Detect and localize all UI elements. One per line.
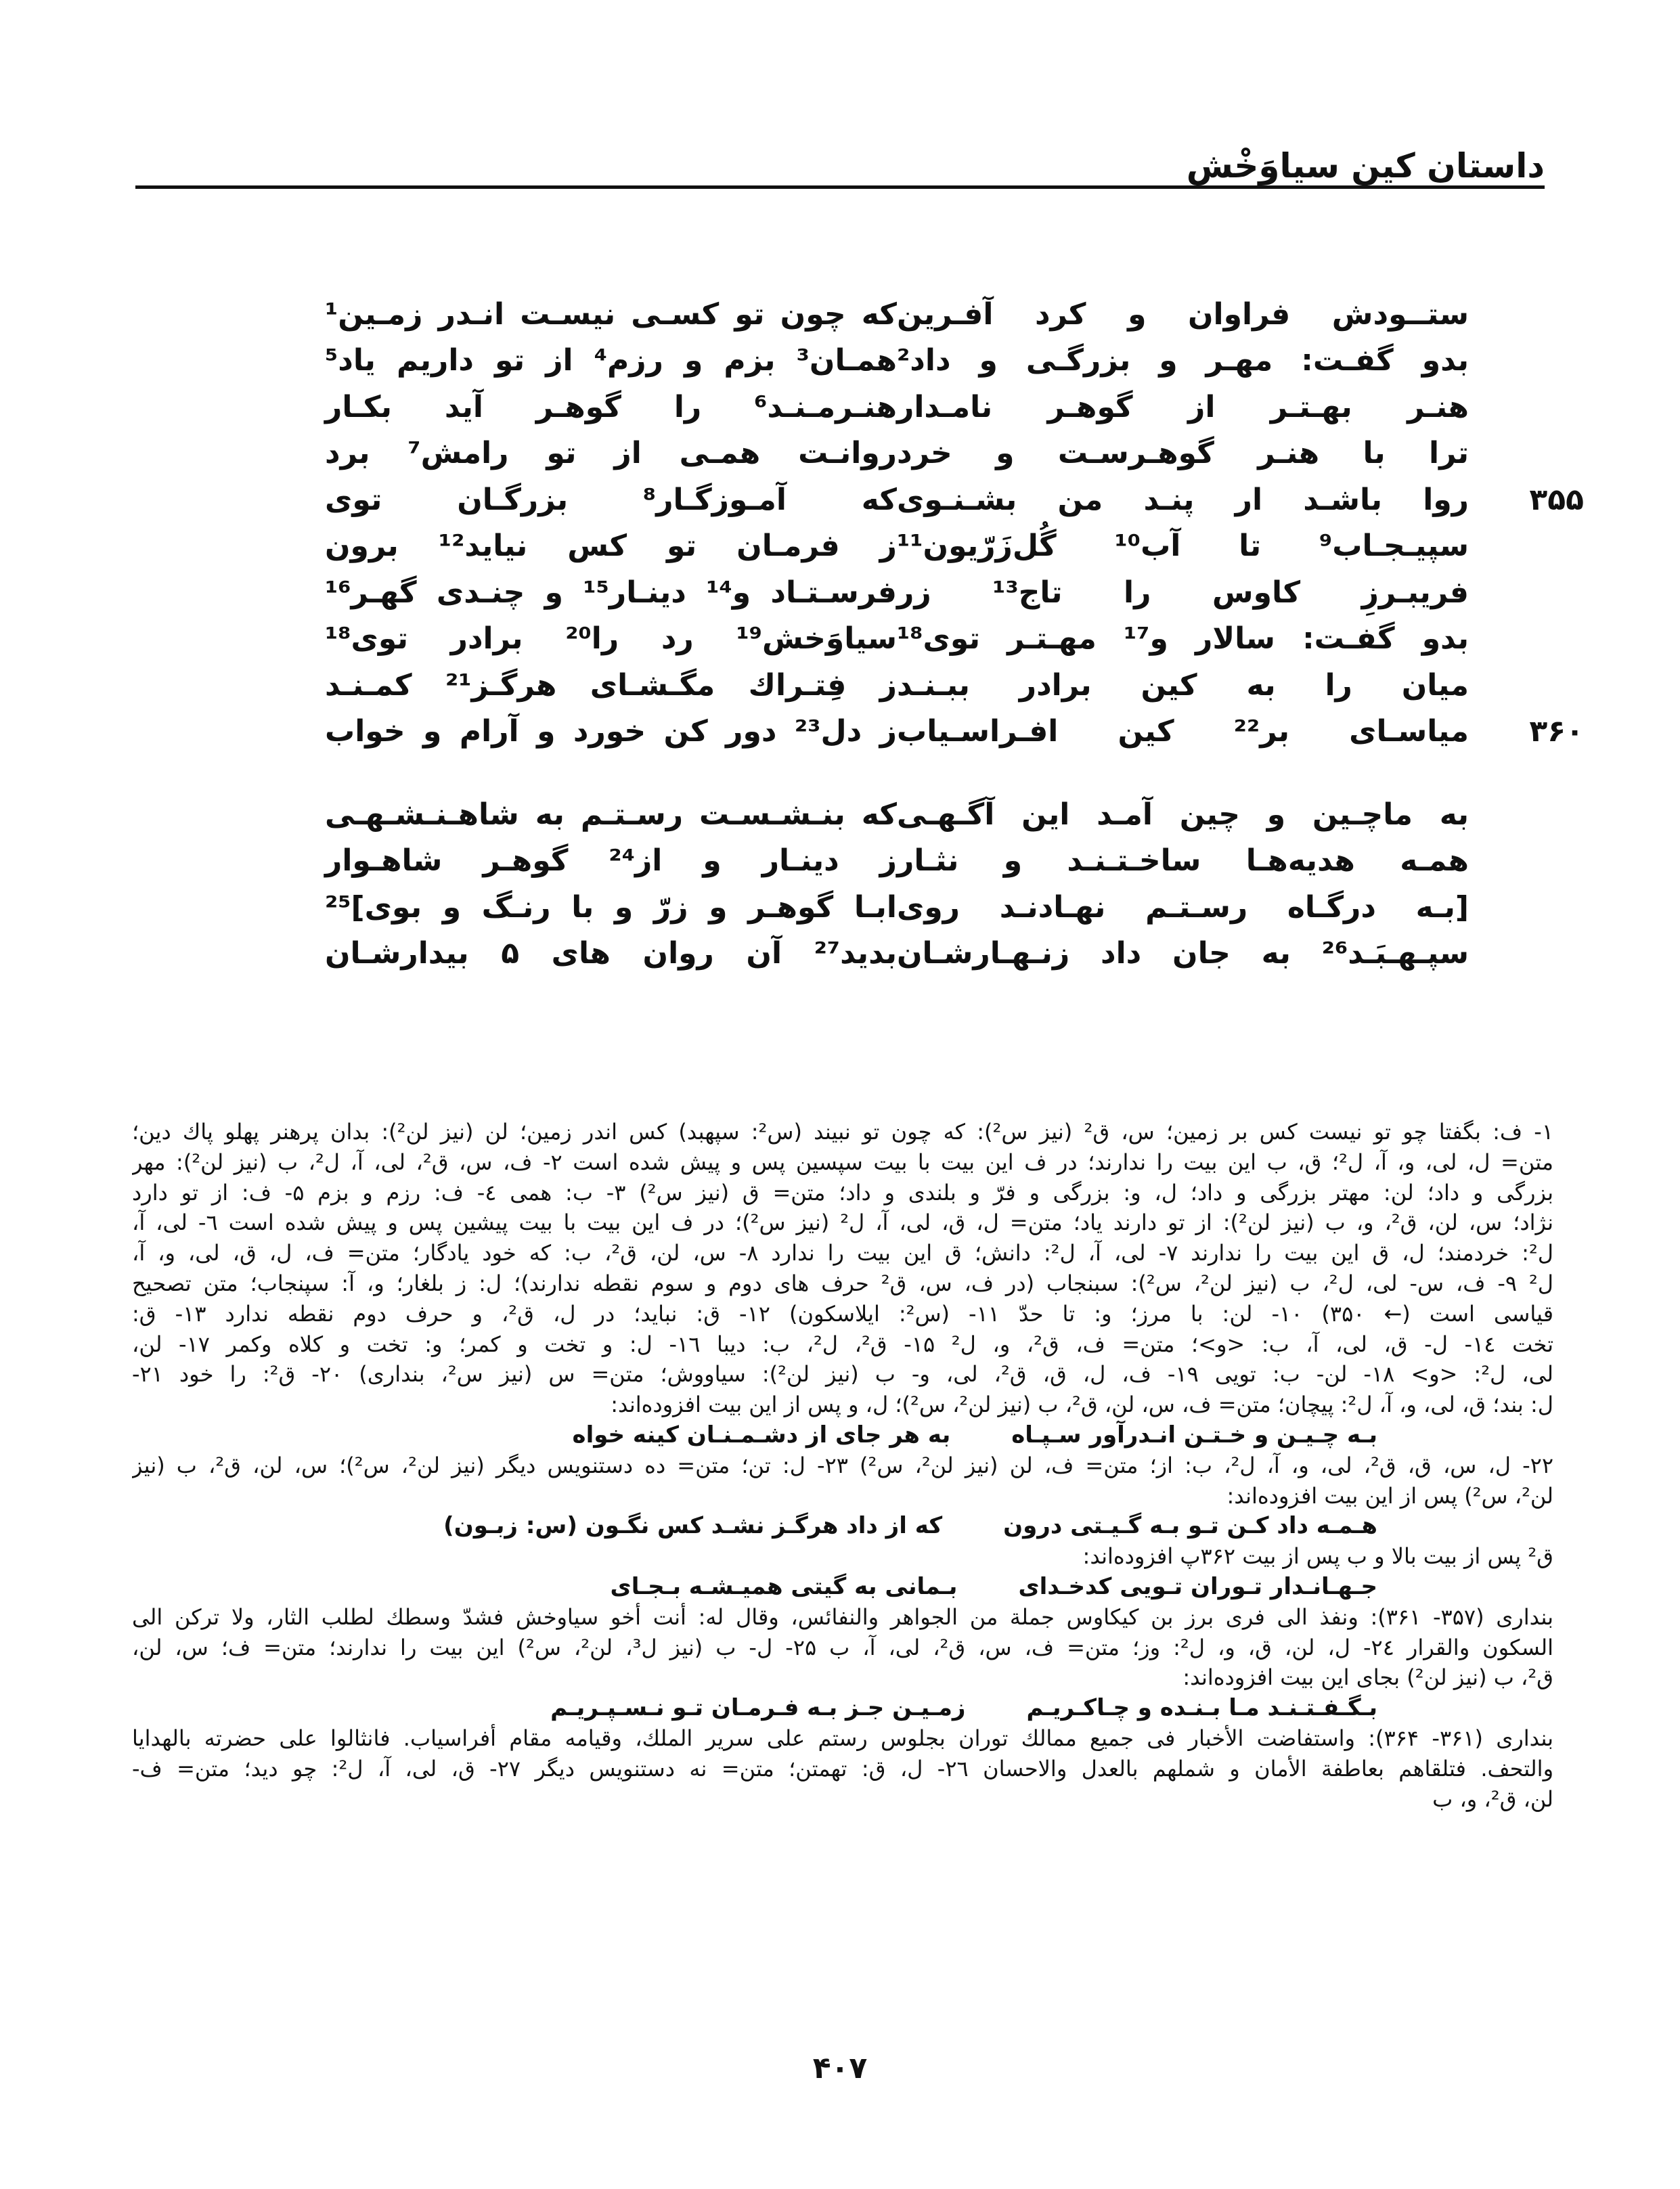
hemistich-first: هـمـه داد کـن تـو بـه گـیـتی درون (1003, 1512, 1377, 1540)
hemistich-second: بدید²⁷ آن روان های ۵ بیدارشـان (325, 936, 898, 971)
hemistich-first: هنـر بهـتـر از گوهـر نامـدار (897, 389, 1469, 424)
running-header (135, 135, 1545, 190)
footnote-line: ۲۲- ل، س، ق، ق²، لی، و، آ، ل²، ب: از؛ متن= ف، لن (نیز لن²، س²) ۲۳- ل: تن؛ متن= ده دستنویس دیگر (نیز لن²، س²)؛ س، لن، ق²، ب (نیز (132, 1452, 1553, 1478)
footnote-line: لن²، س²) پس از این بیت افزوده‌اند: (1226, 1482, 1553, 1509)
footnote-line: ق² پس از بیت بالا و ب پس از بیت ۳۶۲پ افزوده‌اند: (1082, 1543, 1553, 1570)
footnote-line: ل: بند؛ ق، لی، و، آ، ل²: پیچان؛ متن= ف، س، لن، ق²، ب (نیز لن²، س²)؛ ل، و پس از این بیت افزوده‌اند: (611, 1392, 1553, 1418)
hemistich-first: جـهـانـدار تـوران تـویی کدخـدای (1018, 1572, 1377, 1600)
footnote-added-verse (132, 1693, 1553, 1723)
verse-row (250, 291, 1469, 338)
hemistich-second: فرسـتـاد و¹⁴ دینـار¹⁵ و چنـدی گهـر¹⁶ (325, 575, 897, 610)
footnote-line: نژاد؛ س، لن، ق²، و، ب (نیز لن²): از تو دارند یاد؛ متن= ل، ق، لی، آ، ل² (نیز س²)؛ در ف این بیت با بیت پیشین پس و پیش شده است ٦- لی، آ، (132, 1210, 1553, 1236)
chapter-title: داستان کین سیاوَخْش (1186, 146, 1545, 185)
verse-row (250, 523, 1469, 570)
footnote-line: السکون والقرار ٢٤- ل، لن، ق، و، ل²: وز؛ متن= ف، س، ق²، لی، آ، ب ۲۵- ل- ب (نیز ل³، لن²، س²) این بیت را ندارند؛ متن= ف؛ س، لن، (132, 1634, 1553, 1660)
hemistich-second: ابـا گوهـر و زرّ و با رنـگ و بوی]²⁵ (325, 889, 897, 925)
verse-row (250, 430, 1469, 477)
hemistich-first: فریبـرزِ کاوس را تاج¹³ زر (897, 575, 1469, 610)
footnote-line: تخت ١٤- ل- ق، لی، آ، ب: <و>؛ متن= ف، ق²، و، ل² ۱۵- ق²، ل²، ب: دیبا ١٦- ل: و تخت و کمر؛ و: تخت و کلاه وکمر ۱۷- لن، (132, 1331, 1553, 1357)
verse-number: ۳۵۵ (1529, 482, 1584, 517)
header-divider (135, 185, 1545, 189)
hemistich-second: ز فِتـراك مگـشـای هرگـز²¹ کمـنـد (325, 667, 897, 703)
hemistich-first: روا باشـد ار پنـد من بشـنـوی (897, 482, 1469, 517)
verse-row (250, 791, 1469, 838)
hemistich-first: بـگـفـتـنـد مـا بـنـده و چـاکـریـم (1026, 1694, 1377, 1722)
hemistich-second: ز دینـار و از²⁴ گوهـر شاهـوار (325, 843, 897, 879)
hemistich-second: ز فرمـان تو کس نیاید¹² برون (325, 529, 897, 564)
hemistich-first: به ماچـین و چین آمـد این آگـهـی (897, 797, 1469, 832)
hemistich-second: سیاوَخش¹⁹ رد را²⁰ برادر توی¹⁸ (325, 621, 897, 657)
verse-row (250, 569, 1469, 616)
footnote-line: بنداری (۳۶۱- ۳۶۴): واستفاضت الأخبار فی جمیع ممالك توران بجلوس رستم علی سریر الملك، وقیامه مقام أفراسیاب. فانثالوا علی حضرته بالهدایا (132, 1725, 1553, 1751)
footnote-line: بنداری (۳۵۷- ۳۶۱): ونفذ الی فری برز بن کیکاوس جملة من الجواهر والنفائس، وقال له: أنت أخو سیاوخش فشدّ وسطك لطلب الثار، ولا ترکن الی (132, 1604, 1553, 1630)
footnote-line: ل² ۹- ف، س- لی، ل²، ب (نیز لن²، س²): سبنجاب (در ف، س، ق² حرف های دوم و سوم نقطه ندارند)؛ ل: ز بلغار؛ و، آ: سپنجاب؛ متن تصحیح (132, 1270, 1553, 1296)
verse-row (250, 838, 1469, 885)
hemistich-second: بـمانی به گیتی همیـشـه بـجـای (610, 1572, 958, 1600)
hemistich-second: که بنـشـسـت رسـتـم به شاهـنـشـهـی (325, 797, 897, 832)
hemistich-first: سپیـجـاب⁹ تا آب¹⁰ گُل‌زَرّیون¹¹ (897, 529, 1469, 564)
footnote-line: ل²: خردمند؛ ل، ق این بیت را ندارند ۷- لی، آ، ل²: دانش؛ ق این بیت را ندارد ۸- س، لن، ق²، ب: که خود یادگار؛ متن= ف، ل، ق، لی، و، آ، (132, 1240, 1553, 1266)
hemistich-second: که از داد هرگـز نشـد کس نگـون (س: زبـون) (443, 1512, 943, 1540)
verse-row (250, 477, 1584, 523)
hemistich-first: میاسـای بر²² کین افـراسـیاب (897, 714, 1469, 749)
hemistich-first: بدو گفـت: سالار و¹⁷ مهـتـر توی¹⁸ (897, 621, 1469, 657)
verse-row (250, 384, 1469, 430)
stanza-gap (250, 755, 1469, 791)
footnote-line: لی، ل²: <و> ۱۸- لن- ب: تویی ۱۹- ف، ل، ق، ق²، لی، و- ب (نیز لن²): سیاووش؛ متن= س (نیز س²، بنداری) ۲۰- ق²: را خود ۲۱- (132, 1361, 1553, 1388)
hemistich-first: میان را به کین برادر ببـنـد (897, 667, 1469, 703)
footnotes (132, 1117, 1553, 1814)
hemistich-second: که چون تو کسـی نیسـت انـدر زمـین¹ (325, 296, 897, 332)
verse-row (250, 884, 1469, 931)
hemistich-second: روانـت همـی از تو رامش⁷ برد (325, 436, 897, 471)
footnote-line: قیاسی است (← ۳۵۰) ۱۰- لن: با مرز؛ و: تا حدّ ۱۱- (س²: ایلاسکون) ۱۲- ق: نباید؛ در ل، ق²، و حرف دوم نقطه ندارد ۱۳- ق: (132, 1300, 1553, 1327)
verse-row (250, 662, 1469, 709)
verse-number: ۳۶۰ (1529, 714, 1584, 749)
hemistich-second: زمـیـن جـز بـه فـرمـان تـو نـسـپـریـم (550, 1694, 966, 1722)
hemistich-second: ز دل²³ دور کن خورد و آرام و خواب (325, 714, 897, 749)
hemistich-second: که آمـوزگـار⁸ بزرگـان توی (325, 482, 897, 517)
footnote-line: ۱- ف: بگفتا چو تو نیست کس بر زمین؛ س، ق² (نیز س²): که چون تو نبیند (س²: سپهبد) کس اندر زمین؛ لن (نیز لن²): بدان پرهنر پهلو پاك دین؛ (132, 1119, 1553, 1145)
verse-row (250, 709, 1584, 755)
hemistich-first: [بـه درگـاه رسـتـم نهـادنـد روی (897, 889, 1469, 925)
hemistich-second: همـان³ بزم و رزم⁴ از تو داریم یاد⁵ (325, 343, 898, 378)
hemistich-second: به هر جای از دشـمـنـان کینه خواه (572, 1421, 951, 1449)
hemistich-first: ستــودش فراوان و کرد آفـرین (897, 296, 1469, 332)
footnote-line: والتحف. فتلقاهم بعاطفة الأمان و شملهم بالعدل والاحسان ۲٦- ل، ق: تهمتن؛ متن= نه دستنویس دیگر ۲۷- ق، لی، آ، ل²: چو دید؛ متن= ف- (132, 1755, 1553, 1782)
verse-row (250, 931, 1469, 977)
verse-row (250, 616, 1469, 663)
footnote-added-verse (132, 1572, 1553, 1602)
footnote-added-verse (132, 1420, 1553, 1451)
footnote-added-verse (132, 1511, 1553, 1541)
hemistich-first: همـه هدیه‌هـا ساخـتـنـد و نثـار (897, 843, 1469, 879)
hemistich-second: هنـرمـنـد⁶ را گوهـر آید بکـار (325, 389, 897, 424)
footnote-line: بزرگی و داد؛ لن: مهتر بزرگی و داد؛ ل، و: بزرگی و فرّ و بلندی و داد؛ متن= ق (نیز س²) ۳- ب: همی ٤- ف: رزم و بزم ۵- ف: از تو دارد (132, 1179, 1553, 1206)
footnote-line: متن= ل، لی، و، آ، ل²؛ ق، ب این بیت را ندارند؛ در ف این بیت با بیت سپسین پس و پیش شده است ۲- ف، س، ق²، لی، آ، ل²، ب (نیز لن²): مهر (132, 1149, 1553, 1175)
footnote-line: لن، ق²، و، ب (1432, 1786, 1553, 1812)
hemistich-first: سپـهـبَـد²⁶ به جان داد زنـهـارشـان (897, 936, 1469, 971)
poem-verses (250, 291, 1584, 977)
page-number: ۴۰۷ (812, 2051, 868, 2085)
hemistich-first: بدو گفـت: مهـر و بزرگـی و داد² (897, 343, 1469, 378)
hemistich-first: بـه چـیـن و خـتـن انـدرآور سـپـاه (1011, 1421, 1377, 1449)
hemistich-first: ترا با هنـر گوهـرسـت و خرد (897, 436, 1469, 471)
footnote-line: ق²، ب (نیز لن²) بجای این بیت افزوده‌اند: (1182, 1664, 1553, 1691)
verse-row (250, 338, 1469, 384)
